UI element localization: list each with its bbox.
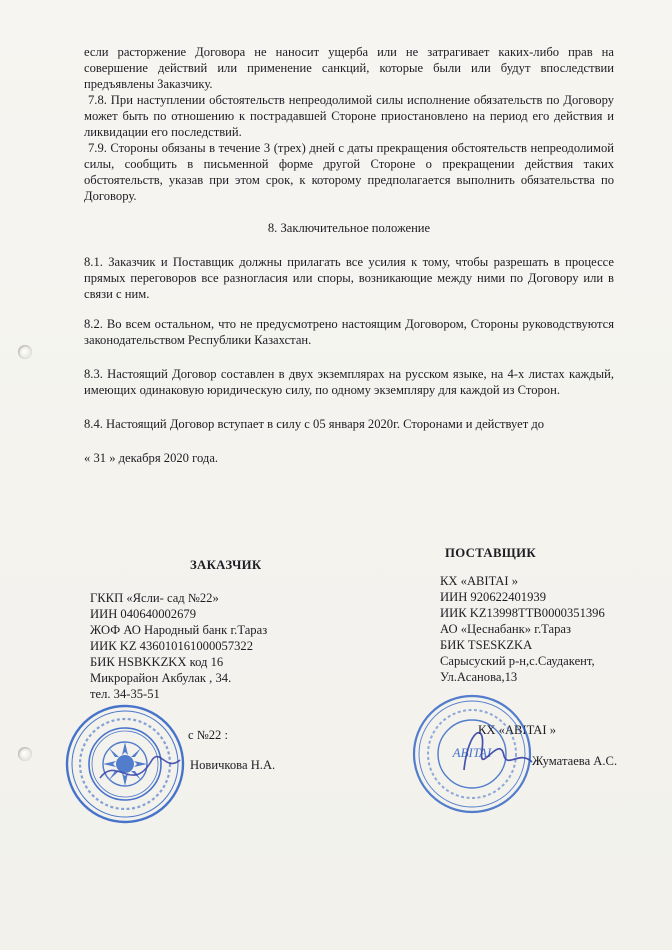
- section-title: 8. Заключительное положение: [267, 221, 431, 235]
- paragraph-8-1: 8.1. Заказчик и Поставщик должны прилагать все усилия к тому, чтобы разрешать в процессе прямых переговоров все разногласия или споры, возникающие между ними по Договору или в связи с ним.: [84, 255, 614, 301]
- customer-signer: Новичкова Н.А.: [190, 758, 276, 772]
- contract-body: [84, 44, 614, 466]
- paragraph-8-4-date: « 31 » декабря 2020 года.: [84, 451, 219, 465]
- customer-line: ГККП «Ясли- сад №22»: [90, 591, 219, 605]
- supplier-line: Сарысуский р-н,с.Саудакент,: [440, 654, 595, 668]
- supplier-stamp-center-text: ABITAI: [452, 745, 492, 760]
- paragraph-8-2: 8.2. Во всем остальном, что не предусмотрено настоящим Договором, Стороны руководствуются законодательством Республики Казахстан.: [84, 317, 614, 347]
- supplier-line: Ул.Асанова,13: [440, 670, 518, 684]
- customer-line: ЖОФ АО Народный банк г.Тараз: [90, 623, 268, 637]
- customer-stamp: [62, 700, 192, 828]
- punch-hole: [18, 747, 32, 761]
- supplier-line: АО «Цеснабанк» г.Тараз: [440, 622, 571, 636]
- supplier-stamp: [408, 690, 538, 818]
- paragraph-7-9: 7.9. Стороны обязаны в течение 3 (трех) дней с даты прекращения обстоятельств непреодолимой силы, сообщить в письменной форме другой Стороне о прекращении действия таких обстоятельств, указав при этом срок, к которому предполагается выполнить обязательства по Договору.: [84, 141, 614, 203]
- customer-line: ИИК KZ 436010161000057322: [90, 639, 254, 653]
- customer-heading: ЗАКАЗЧИК: [190, 558, 262, 572]
- state-emblem-icon: [103, 742, 147, 786]
- paragraph-8-4: 8.4. Настоящий Договор вступает в силу с 05 января 2020г. Сторонами и действует до: [84, 417, 545, 431]
- supplier-signer: Жуматаева А.С.: [532, 754, 618, 768]
- supplier-line: ИИК KZ13998TTB0000351396: [440, 606, 605, 620]
- supplier-line: БИК TSESKZKA: [440, 638, 533, 652]
- supplier-line: ИИН 920622401939: [440, 590, 546, 604]
- paragraph-8-3: 8.3. Настоящий Договор составлен в двух экземплярах на русском языке, на 4-х листах каждый, имеющих одинаковую юридическую силу, по одному экземпляру для каждой из Сторон.: [84, 367, 614, 397]
- supplier-heading: ПОСТАВЩИК: [445, 546, 536, 560]
- supplier-details: [440, 573, 650, 685]
- paragraph-7-8: 7.8. При наступлении обстоятельств непреодолимой силы исполнение обязательств по Договору может быть по отношению к пострадавшей Стороне приостановлено на период его действия и ликвидации его последствий.: [84, 93, 614, 139]
- punch-hole: [18, 345, 32, 359]
- customer-line: БИК HSBKKZKX код 16: [90, 655, 224, 669]
- customer-line: Микрорайон Акбулак , 34.: [90, 671, 232, 685]
- customer-details: [90, 590, 350, 702]
- customer-line: тел. 34-35-51: [90, 687, 160, 701]
- supplier-role-line: КХ «ABITAI »: [478, 723, 557, 737]
- supplier-line: КХ «ABITAI »: [440, 574, 519, 588]
- customer-role-line: с №22 :: [188, 728, 228, 742]
- customer-line: ИИН 040640002679: [90, 607, 196, 621]
- paragraph-continuation: если расторжение Договора не наносит ущерба или не затрагивает каких-либо прав на совершение действий или применение санкций, которые были или будут впоследствии предъявлены Заказчику.: [84, 45, 614, 91]
